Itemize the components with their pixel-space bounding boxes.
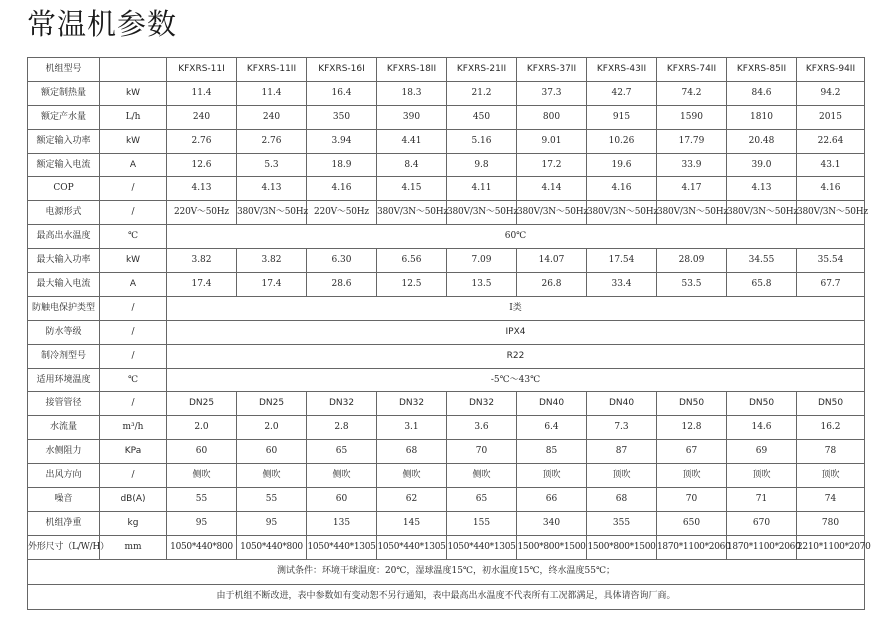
table-cell: 85 [517,440,587,464]
table-cell: 1870*1100*2060 [657,535,727,559]
table-cell: 74.2 [657,81,727,105]
table-cell: 65 [447,488,517,512]
table-cell: 380V/3N～50Hz [237,201,307,225]
table-row [28,129,865,153]
table-cell: 68 [377,440,447,464]
table-cell: 12.5 [377,273,447,297]
table-row [28,416,865,440]
table-cell: 1810 [727,105,797,129]
table-cell: 53.5 [657,273,727,297]
merged-value: IPX4 [167,320,865,344]
table-cell: 68 [587,488,657,512]
table-row [28,296,865,320]
table-cell: 侧吹 [307,464,377,488]
table-cell: 11.4 [167,81,237,105]
model-header: KFXRS-16I [307,58,377,82]
table-cell: 70 [447,440,517,464]
row-unit: m³/h [100,416,167,440]
table-cell: 800 [517,105,587,129]
table-cell: 1590 [657,105,727,129]
table-cell: 3.82 [237,249,307,273]
table-cell: 顶吹 [587,464,657,488]
table-cell: 3.6 [447,416,517,440]
table-cell: 5.3 [237,153,307,177]
table-row [28,177,865,201]
table-cell: 95 [167,511,237,535]
table-cell: 2.0 [167,416,237,440]
table-row [28,201,865,225]
table-cell: 8.4 [377,153,447,177]
table-cell: 1050*440*1305 [377,535,447,559]
row-unit: KPa [100,440,167,464]
table-row [28,105,865,129]
table-cell: 350 [307,105,377,129]
table-cell: 4.13 [167,177,237,201]
table-cell: DN32 [377,392,447,416]
table-cell: 12.8 [657,416,727,440]
table-cell: 380V/3N～50Hz [377,201,447,225]
table-cell: 1870*1100*2060 [727,535,797,559]
table-row [28,440,865,464]
table-cell: 84.6 [727,81,797,105]
table-cell: 3.94 [307,129,377,153]
model-header: KFXRS-21II [447,58,517,82]
model-header: KFXRS-43II [587,58,657,82]
table-cell: 11.4 [237,81,307,105]
table-cell: DN25 [167,392,237,416]
table-cell: 34.55 [727,249,797,273]
row-label: 机组净重 [28,511,100,535]
row-label: 制冷剂型号 [28,344,100,368]
table-cell: 4.16 [797,177,865,201]
table-cell: 155 [447,511,517,535]
table-cell: 16.4 [307,81,377,105]
merged-value: R22 [167,344,865,368]
table-cell: 390 [377,105,447,129]
table-cell: 6.30 [307,249,377,273]
table-cell: DN32 [307,392,377,416]
merged-value: I类 [167,296,865,320]
model-header: KFXRS-94II [797,58,865,82]
table-cell: 65 [307,440,377,464]
model-header: KFXRS-11II [237,58,307,82]
table-cell: 4.13 [727,177,797,201]
table-cell: 顶吹 [517,464,587,488]
model-header: KFXRS-74II [657,58,727,82]
table-cell: 95 [237,511,307,535]
table-cell: 78 [797,440,865,464]
row-unit: kW [100,249,167,273]
row-label: 防触电保护类型 [28,296,100,320]
table-cell: 2.0 [237,416,307,440]
row-unit: L/h [100,105,167,129]
table-cell: 670 [727,511,797,535]
table-cell: DN40 [517,392,587,416]
table-cell: 66 [517,488,587,512]
table-cell: 37.3 [517,81,587,105]
table-row [28,392,865,416]
table-cell: 74 [797,488,865,512]
row-label: 水流量 [28,416,100,440]
table-row [28,225,865,249]
row-label: 额定制热量 [28,81,100,105]
merged-value: -5℃～43℃ [167,368,865,392]
table-cell: 4.41 [377,129,447,153]
table-cell: 4.11 [447,177,517,201]
table-cell: 18.9 [307,153,377,177]
merged-value: 60℃ [167,225,865,249]
model-header: KFXRS-85II [727,58,797,82]
table-cell: 380V/3N～50Hz [517,201,587,225]
table-row [28,488,865,512]
header-label: 机组型号 [28,58,100,82]
row-label: 出风方向 [28,464,100,488]
table-cell: 2.8 [307,416,377,440]
table-cell: 4.15 [377,177,447,201]
table-cell: 9.01 [517,129,587,153]
table-cell: 1500*800*1500 [587,535,657,559]
table-row [28,273,865,297]
table-cell: 3.82 [167,249,237,273]
table-cell: 侧吹 [167,464,237,488]
table-cell: 240 [237,105,307,129]
table-row [28,535,865,559]
table-cell: 62 [377,488,447,512]
table-cell: 顶吹 [727,464,797,488]
table-cell: 780 [797,511,865,535]
row-label: 最大输入功率 [28,249,100,273]
row-label: 额定输入电流 [28,153,100,177]
row-unit: kW [100,129,167,153]
header-unit [100,58,167,82]
table-cell: 7.3 [587,416,657,440]
table-cell: 450 [447,105,517,129]
table-row [28,81,865,105]
table-cell: DN50 [727,392,797,416]
table-cell: 17.54 [587,249,657,273]
table-cell: DN50 [657,392,727,416]
table-cell: 6.4 [517,416,587,440]
table-row [28,153,865,177]
table-cell: 55 [167,488,237,512]
table-cell: 67 [657,440,727,464]
table-cell: 17.79 [657,129,727,153]
table-cell: 67.7 [797,273,865,297]
row-label: 外形尺寸（L/W/H） [28,535,100,559]
table-row [28,368,865,392]
table-cell: 13.5 [447,273,517,297]
table-cell: 3.1 [377,416,447,440]
table-cell: 7.09 [447,249,517,273]
row-unit: / [100,296,167,320]
table-cell: 1050*440*800 [237,535,307,559]
table-cell: 18.3 [377,81,447,105]
row-unit: A [100,153,167,177]
row-label: 最高出水温度 [28,225,100,249]
row-unit: kg [100,511,167,535]
table-cell: 4.16 [307,177,377,201]
table-row [28,320,865,344]
table-cell: DN50 [797,392,865,416]
table-cell: 14.07 [517,249,587,273]
row-unit: dB(A) [100,488,167,512]
table-cell: 915 [587,105,657,129]
table-cell: 20.48 [727,129,797,153]
table-cell: 16.2 [797,416,865,440]
row-unit: ℃ [100,225,167,249]
model-header: KFXRS-11I [167,58,237,82]
row-unit: / [100,177,167,201]
table-cell: 1050*440*1305 [447,535,517,559]
table-cell: 33.9 [657,153,727,177]
row-unit: ℃ [100,368,167,392]
row-unit: / [100,392,167,416]
row-label: 电源形式 [28,201,100,225]
table-cell: 2210*1100*2070 [797,535,865,559]
table-cell: 5.16 [447,129,517,153]
note-text: 由于机组不断改进，表中参数如有变动恕不另行通知，表中最高出水温度不代表所有工况都满足，具体请咨询厂商。 [28,584,865,609]
table-cell: 17.4 [237,273,307,297]
table-row [28,464,865,488]
table-cell: 340 [517,511,587,535]
page-title: 常温机参数 [27,7,178,41]
table-cell: 17.2 [517,153,587,177]
table-cell: 26.8 [517,273,587,297]
row-label: 最大输入电流 [28,273,100,297]
note-text: 测试条件：环境干球温度：20℃，湿球温度15℃，初水温度15℃，终水温度55℃； [28,559,865,584]
row-label: 额定输入功率 [28,129,100,153]
table-cell: 9.8 [447,153,517,177]
table-cell: 14.6 [727,416,797,440]
table-cell: 33.4 [587,273,657,297]
table-cell: 28.6 [307,273,377,297]
table-cell: 侧吹 [377,464,447,488]
table-cell: 380V/3N～50Hz [797,201,865,225]
table-cell: 135 [307,511,377,535]
table-cell: 1050*440*800 [167,535,237,559]
row-unit: mm [100,535,167,559]
row-unit: A [100,273,167,297]
note-row [28,559,865,584]
model-header: KFXRS-37II [517,58,587,82]
row-unit: / [100,344,167,368]
table-cell: 35.54 [797,249,865,273]
table-cell: 43.1 [797,153,865,177]
table-cell: 42.7 [587,81,657,105]
row-label: 防水等级 [28,320,100,344]
table-cell: 12.6 [167,153,237,177]
table-cell: 60 [167,440,237,464]
table-cell: 650 [657,511,727,535]
row-unit: kW [100,81,167,105]
row-label: 噪音 [28,488,100,512]
table-row [28,249,865,273]
table-cell: 4.14 [517,177,587,201]
table-cell: 39.0 [727,153,797,177]
table-cell: 87 [587,440,657,464]
table-row [28,344,865,368]
table-cell: 220V～50Hz [167,201,237,225]
table-cell: 380V/3N～50Hz [657,201,727,225]
table-cell: 2015 [797,105,865,129]
table-cell: 1050*440*1305 [307,535,377,559]
table-cell: 1500*800*1500 [517,535,587,559]
row-label: COP [28,177,100,201]
table-cell: 侧吹 [237,464,307,488]
table-cell: 21.2 [447,81,517,105]
table-cell: 顶吹 [657,464,727,488]
model-header: KFXRS-18II [377,58,447,82]
row-label: 接管管径 [28,392,100,416]
table-cell: 380V/3N～50Hz [447,201,517,225]
row-label: 水侧阻力 [28,440,100,464]
table-cell: 28.09 [657,249,727,273]
table-cell: 60 [307,488,377,512]
row-unit: / [100,320,167,344]
table-cell: 55 [237,488,307,512]
table-cell: DN25 [237,392,307,416]
table-cell: 70 [657,488,727,512]
spec-table [27,57,871,610]
table-cell: 17.4 [167,273,237,297]
table-cell: 145 [377,511,447,535]
table-cell: 6.56 [377,249,447,273]
table-row [28,511,865,535]
table-cell: 240 [167,105,237,129]
table-cell: 94.2 [797,81,865,105]
table-cell: DN32 [447,392,517,416]
table-cell: 22.64 [797,129,865,153]
table-cell: 60 [237,440,307,464]
table-cell: 71 [727,488,797,512]
row-label: 适用环境温度 [28,368,100,392]
row-unit: / [100,464,167,488]
note-row [28,584,865,609]
table-cell: 19.6 [587,153,657,177]
table-cell: DN40 [587,392,657,416]
table-cell: 2.76 [167,129,237,153]
table-cell: 355 [587,511,657,535]
table-cell: 380V/3N～50Hz [587,201,657,225]
table-cell: 65.8 [727,273,797,297]
table-cell: 4.16 [587,177,657,201]
table-cell: 220V～50Hz [307,201,377,225]
table-cell: 4.13 [237,177,307,201]
table-cell: 顶吹 [797,464,865,488]
table-cell: 10.26 [587,129,657,153]
table-cell: 4.17 [657,177,727,201]
table-cell: 2.76 [237,129,307,153]
table-cell: 侧吹 [447,464,517,488]
row-unit: / [100,201,167,225]
table-cell: 69 [727,440,797,464]
row-label: 额定产水量 [28,105,100,129]
table-cell: 380V/3N～50Hz [727,201,797,225]
table-header-row [28,58,865,82]
